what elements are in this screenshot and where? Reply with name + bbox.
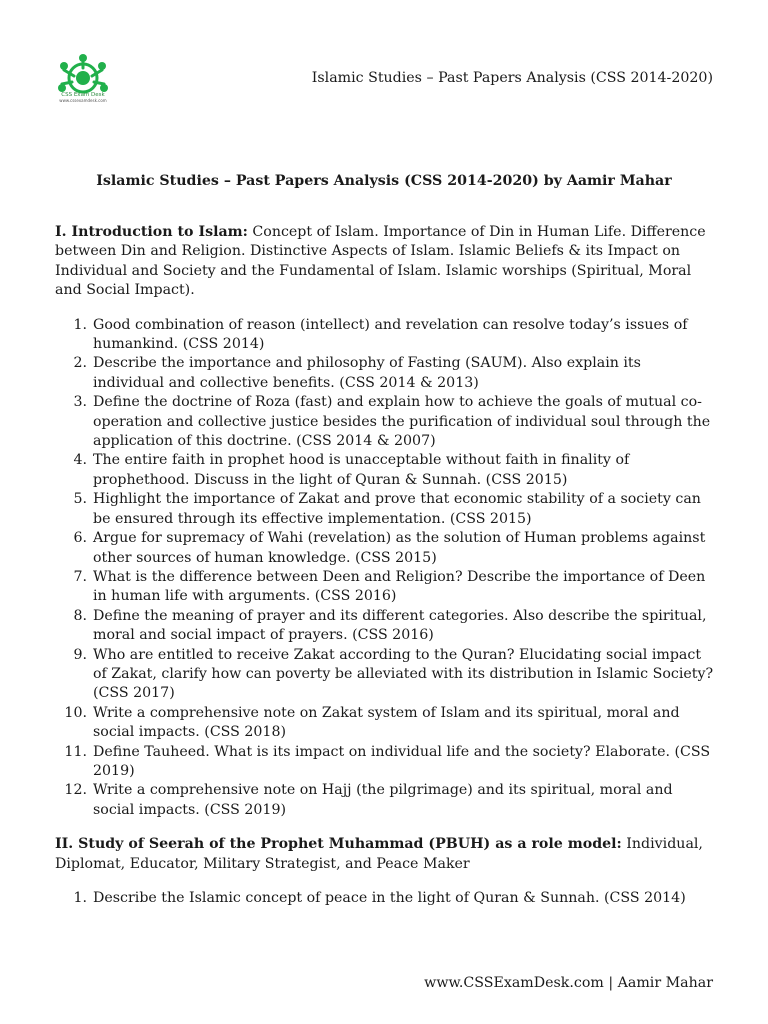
section-description: Individual, Diplomat, Educator, Military Strategist, and Peace Maker <box>55 836 703 872</box>
list-item-text: Write a comprehensive note on Zakat system of Islam and its spiritual, moral and social impacts. (CSS 2018) <box>93 704 680 741</box>
document-body <box>55 223 715 923</box>
list-item-number: 10. <box>64 704 87 721</box>
list-item <box>55 529 715 568</box>
list-item <box>55 704 715 743</box>
list-item <box>55 646 715 704</box>
list-item-text: Who are entitled to receive Zakat according to the Quran? Elucidating social impact of Zakat, clarify how can poverty be alleviated with its distribution in Islamic Society? (CSS 2017) <box>93 646 714 702</box>
logo-caption <box>46 92 120 104</box>
list-item-text: What is the difference between Deen and Religion? Describe the importance of Deen in human life with arguments. (CSS 2016) <box>93 568 706 605</box>
section-heading: I. Introduction to Islam: <box>55 224 248 240</box>
document-title: Islamic Studies – Past Papers Analysis (CSS 2014-2020) by Aamir Mahar <box>96 173 672 189</box>
list-item-number: 5. <box>73 491 87 508</box>
footer-text: www.CSSExamDesk.com | Aamir Mahar <box>424 975 713 991</box>
list-item-number: 4. <box>73 452 87 469</box>
section-intro <box>55 835 715 874</box>
list-item <box>55 354 715 393</box>
logo-caption-name: CSS Exam Desk <box>61 92 105 98</box>
list-item <box>55 568 715 607</box>
list-item-text: Define Tauheed. What is its impact on individual life and the society? Elaborate. (CSS 2019) <box>93 743 711 779</box>
list-item-number: 6. <box>73 530 87 547</box>
list-item-number: 1. <box>73 890 87 906</box>
logo-caption-url: www.cssexamdesk.com <box>59 98 107 103</box>
list-item <box>55 451 715 490</box>
list-item-text: The entire faith in prophet hood is unacceptable without faith in finality of prophethood. Discuss in the light of Quran & Sunnah. (CSS 2015) <box>93 452 630 488</box>
section-heading: II. Study of Seerah of the Prophet Muhammad (PBUH) as a role model: <box>55 836 622 853</box>
section-description: Concept of Islam. Importance of Din in Human Life. Difference between Din and Religion. Distinctive Aspects of Islam. Islamic Beliefs & its Impact on Individual and Society and the Fundamental of Islam. Islamic worships (Spiritual, Moral and Social Impact). <box>55 224 706 299</box>
list-item-number: 12. <box>64 782 87 799</box>
list-item-number: 8. <box>73 607 87 624</box>
section-intro <box>55 223 715 301</box>
list-item <box>55 889 715 908</box>
list-item-text: Write a comprehensive note on Hajj (the pilgrimage) and its spiritual, moral and social impacts. (CSS 2019) <box>93 782 673 818</box>
list-item-text: Argue for supremacy of Wahi (revelation) as the solution of Human problems against other sources of human knowledge. (CSS 2015) <box>93 530 706 566</box>
list-item <box>55 781 715 820</box>
list-item-text: Define the doctrine of Roza (fast) and explain how to achieve the goals of mutual co-operation and collective justice besides the purification of individual soul through the application of this doctrine. (CSS 2014 & 2007) <box>93 394 711 450</box>
question-list <box>55 316 715 821</box>
header-title: Islamic Studies – Past Papers Analysis (CSS 2014-2020) <box>311 70 713 86</box>
list-item <box>55 607 715 646</box>
list-item <box>55 743 715 782</box>
list-item-number: 1. <box>73 316 87 333</box>
list-item-text: Good combination of reason (intellect) and revelation can resolve today’s issues of humankind. (CSS 2014) <box>93 316 688 353</box>
list-item-text: Highlight the importance of Zakat and prove that economic stability of a society can be ensured through its effective implementation. (CSS 2015) <box>93 491 701 527</box>
list-item-text: Describe the Islamic concept of peace in the light of Quran & Sunnah. (CSS 2014) <box>93 890 686 906</box>
list-item-number: 3. <box>73 394 87 411</box>
list-item-text: Define the meaning of prayer and its different categories. Also describe the spiritual, moral and social impact of prayers. (CSS 2016) <box>93 607 707 644</box>
question-list <box>55 889 715 908</box>
list-item <box>55 393 715 451</box>
list-item-number: 11. <box>64 743 87 760</box>
list-item <box>55 316 715 355</box>
list-item-number: 2. <box>73 355 87 372</box>
list-item-number: 9. <box>73 646 87 663</box>
list-item <box>55 490 715 529</box>
list-item-number: 7. <box>73 568 87 585</box>
list-item-text: Describe the importance and philosophy of Fasting (SAUM). Also explain its individual and collective benefits. (CSS 2014 & 2013) <box>93 355 641 391</box>
